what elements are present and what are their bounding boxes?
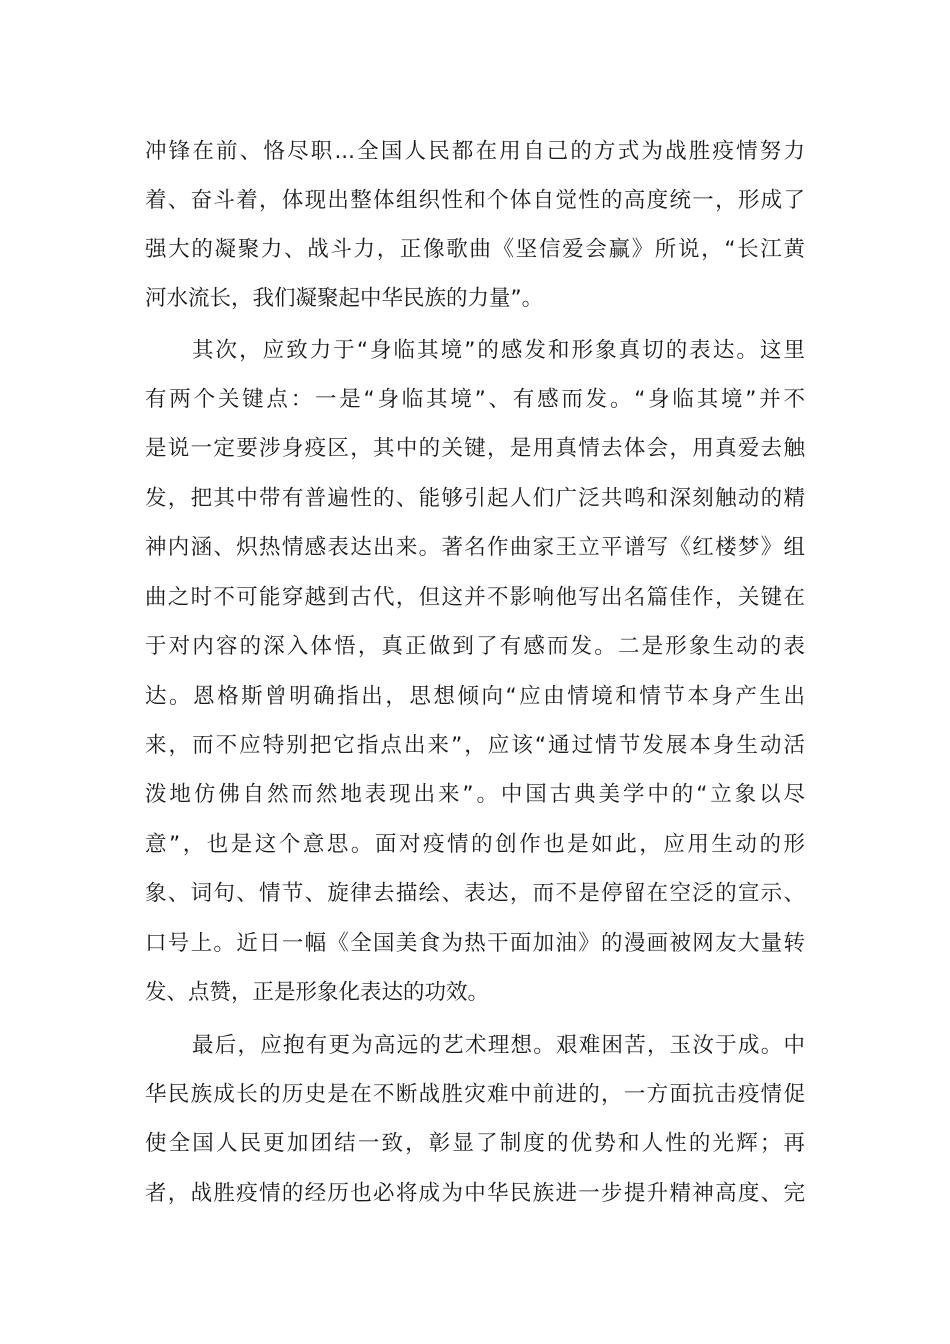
text-line: 强大的凝聚力、战斗力，正像歌曲《坚信爱会赢》所说，“长江黄	[145, 237, 805, 262]
text-line: 达。恩格斯曾明确指出，思想倾向“应由情境和情节本身产生出	[145, 684, 805, 709]
text-line: 是说一定要涉身疫区，其中的关键，是用真情去体会，用真爱去触	[145, 436, 805, 461]
text-line: 意”，也是这个意思。面对疫情的创作也是如此，应用生动的形	[145, 832, 805, 857]
paragraph-first-line: 其次，应致力于“身临其境”的感发和形象真切的表达。这里	[192, 338, 805, 363]
text-line: 华民族成长的历史是在不断战胜灾难中前进的，一方面抗击疫情促	[145, 1082, 805, 1107]
text-line: 来，而不应特别把它指点出来”，应该“通过情节发展本身生动活	[145, 733, 805, 758]
paragraph-first-line: 最后，应抱有更为高远的艺术理想。艰难困苦，玉汝于成。中	[192, 1033, 805, 1058]
text-line: 冲锋在前、恪尽职...全国人民都在用自己的方式为战胜疫情努力	[145, 139, 805, 164]
text-line: 于对内容的深入体悟，真正做到了有感而发。二是形象生动的表	[145, 634, 805, 659]
text-line: 有两个关键点：一是“身临其境”、有感而发。“身临其境”并不	[145, 387, 805, 412]
text-line: 发，把其中带有普遍性的、能够引起人们广泛共鸣和深刻触动的精	[145, 486, 805, 511]
text-line: 神内涵、炽热情感表达出来。著名作曲家王立平谱写《红楼梦》组	[145, 535, 805, 560]
text-line: 者，战胜疫情的经历也必将成为中华民族进一步提升精神高度、完	[145, 1181, 805, 1206]
text-line: 泼地仿佛自然而然地表现出来”。中国古典美学中的“立象以尽	[145, 782, 805, 807]
text-line: 使全国人民更加团结一致，彰显了制度的优势和人性的光辉；再	[145, 1131, 805, 1156]
text-line: 着、奋斗着，体现出整体组织性和个体自觉性的高度统一，形成了	[145, 188, 805, 213]
text-line: 河水流长，我们凝聚起中华民族的力量”。	[145, 286, 544, 311]
text-line: 象、词句、情节、旋律去描绘、表达，而不是停留在空泛的宣示、	[145, 881, 805, 906]
text-line: 发、点赞，正是形象化表达的功效。	[145, 980, 490, 1005]
text-line: 口号上。近日一幅《全国美食为热干面加油》的漫画被网友大量转	[145, 931, 805, 956]
text-line: 曲之时不可能穿越到古代，但这并不影响他写出名篇佳作，关键在	[145, 585, 805, 610]
